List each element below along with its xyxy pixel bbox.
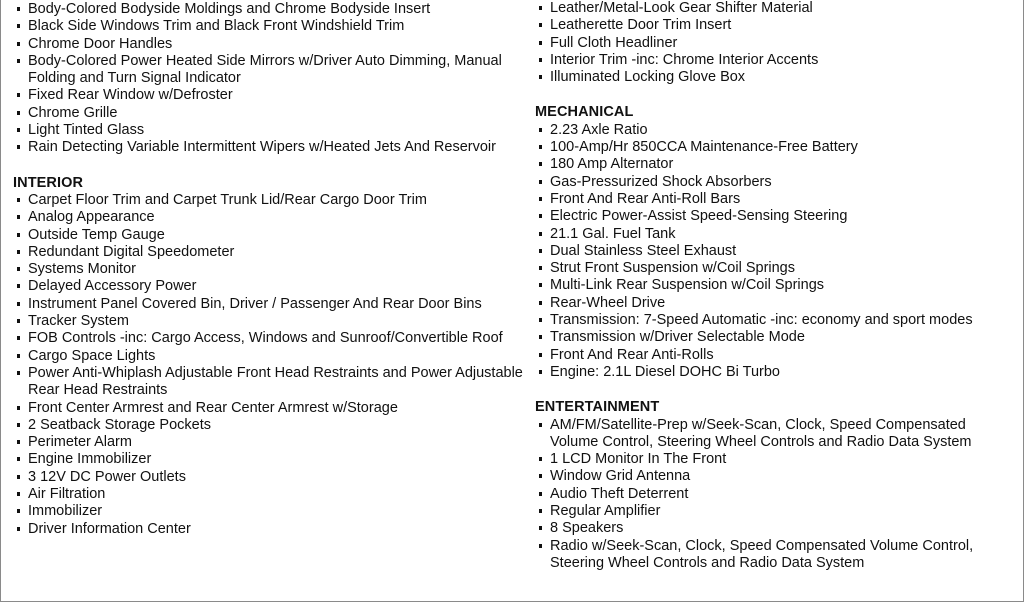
section-heading: ENTERTAINMENT: [535, 399, 660, 416]
feature-item: Power Anti-Whiplash Adjustable Front Head Restraints and Power Adjustable Rear Head Restraints: [13, 365, 523, 400]
feature-item: Air Filtration: [13, 486, 523, 503]
right-column: [535, 0, 1015, 572]
feature-item: Electric Power-Assist Speed-Sensing Steering: [535, 208, 1015, 225]
feature-item: Body-Colored Power Heated Side Mirrors w/Driver Auto Dimming, Manual Folding and Turn Signal Indicator: [13, 53, 523, 88]
feature-item: Gas-Pressurized Shock Absorbers: [535, 174, 1015, 191]
feature-item: Leatherette Door Trim Insert: [535, 17, 1015, 34]
feature-item: Front And Rear Anti-Rolls: [535, 347, 1015, 364]
feature-item: Analog Appearance: [13, 209, 523, 226]
feature-item: Chrome Door Handles: [13, 36, 523, 53]
feature-list: [13, 1, 523, 157]
feature-list: [535, 0, 1015, 86]
feature-item: Regular Amplifier: [535, 503, 1015, 520]
section-heading: INTERIOR: [13, 174, 84, 191]
feature-item: Cargo Space Lights: [13, 348, 523, 365]
section-continued: [13, 1, 523, 157]
feature-item: Dual Stainless Steel Exhaust: [535, 243, 1015, 260]
feature-item: Light Tinted Glass: [13, 122, 523, 139]
feature-item: Outside Temp Gauge: [13, 227, 523, 244]
feature-item: FOB Controls -inc: Cargo Access, Windows and Sunroof/Convertible Roof: [13, 330, 523, 347]
feature-item: Strut Front Suspension w/Coil Springs: [535, 260, 1015, 277]
feature-item: Perimeter Alarm: [13, 434, 523, 451]
feature-item: 21.1 Gal. Fuel Tank: [535, 226, 1015, 243]
feature-item: 8 Speakers: [535, 520, 1015, 537]
feature-item: Front And Rear Anti-Roll Bars: [535, 191, 1015, 208]
feature-item: Rain Detecting Variable Intermittent Wipers w/Heated Jets And Reservoir: [13, 139, 523, 156]
section-interior: [13, 175, 523, 538]
feature-item: Tracker System: [13, 313, 523, 330]
feature-item: Delayed Accessory Power: [13, 278, 523, 295]
feature-item: 2.23 Axle Ratio: [535, 122, 1015, 139]
feature-item: 180 Amp Alternator: [535, 156, 1015, 173]
feature-item: Multi-Link Rear Suspension w/Coil Springs: [535, 277, 1015, 294]
feature-list: [13, 192, 523, 538]
section-mechanical: [535, 104, 1015, 381]
feature-item: Transmission: 7-Speed Automatic -inc: economy and sport modes: [535, 312, 1015, 329]
left-column: [13, 1, 523, 538]
feature-item: Window Grid Antenna: [535, 468, 1015, 485]
feature-item: Body-Colored Bodyside Moldings and Chrome Bodyside Insert: [13, 1, 523, 18]
feature-item: Transmission w/Driver Selectable Mode: [535, 329, 1015, 346]
section-continued: [535, 0, 1015, 86]
feature-item: Rear-Wheel Drive: [535, 295, 1015, 312]
feature-item: Full Cloth Headliner: [535, 35, 1015, 52]
feature-item: 2 Seatback Storage Pockets: [13, 417, 523, 434]
feature-item: Front Center Armrest and Rear Center Armrest w/Storage: [13, 400, 523, 417]
feature-list: [535, 417, 1015, 573]
feature-item: Illuminated Locking Glove Box: [535, 69, 1015, 86]
feature-item: Engine Immobilizer: [13, 451, 523, 468]
feature-item: Systems Monitor: [13, 261, 523, 278]
feature-list: [535, 122, 1015, 381]
feature-item: Driver Information Center: [13, 521, 523, 538]
feature-item: Instrument Panel Covered Bin, Driver / Passenger And Rear Door Bins: [13, 296, 523, 313]
feature-item: Carpet Floor Trim and Carpet Trunk Lid/Rear Cargo Door Trim: [13, 192, 523, 209]
feature-item: Fixed Rear Window w/Defroster: [13, 87, 523, 104]
feature-item: 1 LCD Monitor In The Front: [535, 451, 1015, 468]
feature-item: Leather/Metal-Look Gear Shifter Material: [535, 0, 1015, 17]
feature-item: Interior Trim -inc: Chrome Interior Accents: [535, 52, 1015, 69]
feature-item: Audio Theft Deterrent: [535, 486, 1015, 503]
feature-item: Redundant Digital Speedometer: [13, 244, 523, 261]
feature-item: Engine: 2.1L Diesel DOHC Bi Turbo: [535, 364, 1015, 381]
feature-item: Black Side Windows Trim and Black Front Windshield Trim: [13, 18, 523, 35]
feature-item: 100-Amp/Hr 850CCA Maintenance-Free Battery: [535, 139, 1015, 156]
feature-item: Immobilizer: [13, 503, 523, 520]
section-heading: MECHANICAL: [535, 104, 634, 121]
feature-item: AM/FM/Satellite-Prep w/Seek-Scan, Clock, Speed Compensated Volume Control, Steering Wheel Controls and Radio Data System: [535, 417, 1015, 452]
feature-item: Chrome Grille: [13, 105, 523, 122]
feature-item: 3 12V DC Power Outlets: [13, 469, 523, 486]
section-entertainment: [535, 399, 1015, 572]
feature-item: Radio w/Seek-Scan, Clock, Speed Compensated Volume Control, Steering Wheel Controls and Radio Data System: [535, 538, 1015, 573]
